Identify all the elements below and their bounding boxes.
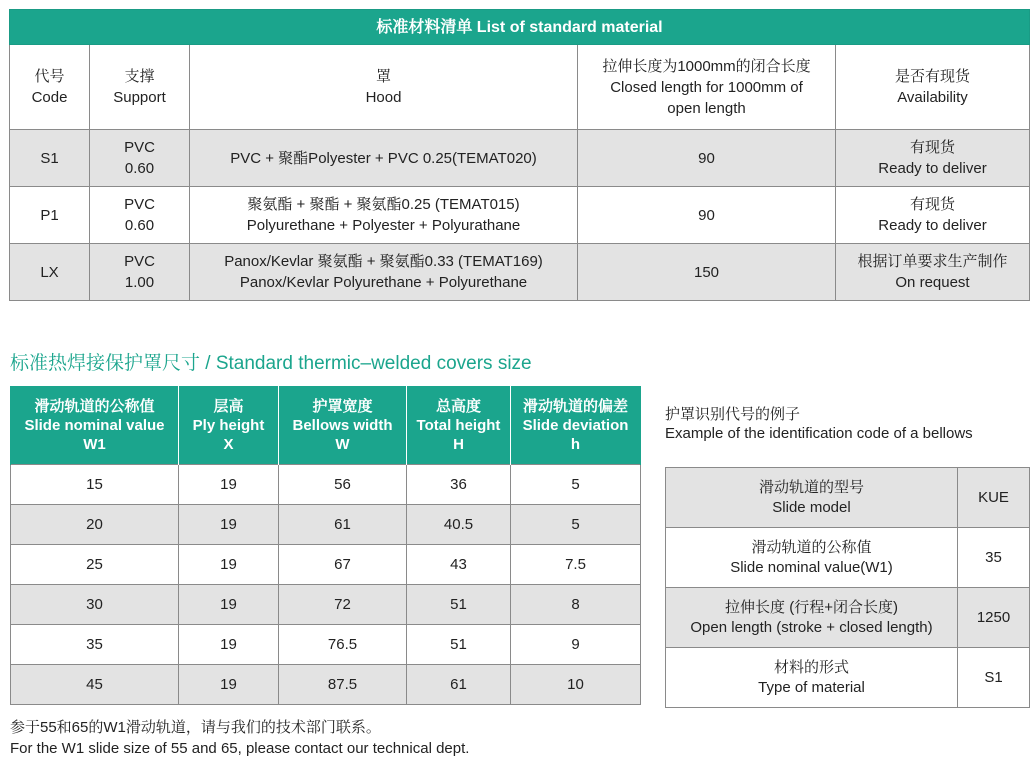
table-cell: 19 bbox=[179, 665, 279, 705]
header-total-height: 总高度 Total height H bbox=[407, 386, 511, 465]
table-cell: 5 bbox=[511, 505, 641, 545]
header-availability: 是否有现货 Availability bbox=[836, 45, 1030, 130]
standard-material-table bbox=[9, 9, 1030, 301]
table-cell: 67 bbox=[279, 545, 407, 585]
header-hood: 罩 Hood bbox=[190, 45, 578, 130]
table-cell: 36 bbox=[407, 465, 511, 505]
table-cell: 30 bbox=[11, 585, 179, 625]
header-slide-nominal: 滑动轨道的公称值 Slide nominal value W1 bbox=[11, 386, 179, 465]
table-cell: 72 bbox=[279, 585, 407, 625]
footnote bbox=[10, 717, 469, 759]
table-row bbox=[11, 585, 641, 625]
hood-cell: 聚氨酯 + 聚酯 + 聚氨酯0.25 (TEMAT015) Polyurethane + Polyester + Polyurathane bbox=[190, 187, 578, 244]
material-table-title: 标准材料清单 List of standard material bbox=[10, 10, 1030, 45]
table-cell: 51 bbox=[407, 625, 511, 665]
support-cell: PVC 1.00 bbox=[90, 244, 190, 301]
code-cell: LX bbox=[10, 244, 90, 301]
table-cell: 7.5 bbox=[511, 545, 641, 585]
availability-cell: 有现货 Ready to deliver bbox=[836, 187, 1030, 244]
covers-size-table bbox=[10, 386, 641, 705]
table-row bbox=[11, 465, 641, 505]
closed-length-cell: 150 bbox=[578, 244, 836, 301]
header-ply-height: 层高 Ply height X bbox=[179, 386, 279, 465]
table-cell: 15 bbox=[11, 465, 179, 505]
value-cell: 1250 bbox=[958, 588, 1030, 648]
table-row bbox=[11, 665, 641, 705]
footnote-en: For the W1 slide size of 55 and 65, please contact our technical dept. bbox=[10, 740, 470, 757]
code-cell: P1 bbox=[10, 187, 90, 244]
table-row bbox=[666, 588, 1030, 648]
table-cell: 19 bbox=[179, 585, 279, 625]
table-cell: 45 bbox=[11, 665, 179, 705]
header-slide-deviation: 滑动轨道的偏差 Slide deviation h bbox=[511, 386, 641, 465]
table-cell: 19 bbox=[179, 505, 279, 545]
hood-cell: PVC + 聚酯Polyester + PVC 0.25(TEMAT020) bbox=[190, 130, 578, 187]
table-cell: 10 bbox=[511, 665, 641, 705]
header-closed-length: 拉伸长度为1000mm的闭合长度 Closed length for 1000mm of open length bbox=[578, 45, 836, 130]
covers-section-title: 标准热焊接保护罩尺寸 / Standard thermic–welded covers size bbox=[10, 353, 532, 374]
table-row bbox=[11, 545, 641, 585]
identification-code-table bbox=[665, 467, 1030, 708]
table-row bbox=[666, 648, 1030, 708]
value-cell: 35 bbox=[958, 528, 1030, 588]
material-table-header bbox=[10, 45, 1030, 130]
code-cell: S1 bbox=[10, 130, 90, 187]
header-bellows-width: 护罩宽度 Bellows width W bbox=[279, 386, 407, 465]
header-code: 代号 Code bbox=[10, 45, 90, 130]
table-cell: 35 bbox=[11, 625, 179, 665]
table-cell: 19 bbox=[179, 465, 279, 505]
example-title bbox=[665, 405, 973, 443]
table-cell: 61 bbox=[407, 665, 511, 705]
table-cell: 19 bbox=[179, 625, 279, 665]
table-cell: 51 bbox=[407, 585, 511, 625]
covers-table-header bbox=[11, 386, 641, 465]
footnote-zh: 参于55和65的W1滑动轨道，请与我们的技术部门联系。 bbox=[10, 719, 381, 736]
table-row bbox=[10, 244, 1030, 301]
support-cell: PVC 0.60 bbox=[90, 187, 190, 244]
header-support: 支撑 Support bbox=[90, 45, 190, 130]
availability-cell: 根据订单要求生产制作 On request bbox=[836, 244, 1030, 301]
table-cell: 5 bbox=[511, 465, 641, 505]
closed-length-cell: 90 bbox=[578, 187, 836, 244]
table-cell: 19 bbox=[179, 545, 279, 585]
label-cell: 滑动轨道的型号 Slide model bbox=[666, 468, 958, 528]
support-cell: PVC 0.60 bbox=[90, 130, 190, 187]
availability-cell: 有现货 Ready to deliver bbox=[836, 130, 1030, 187]
value-cell: KUE bbox=[958, 468, 1030, 528]
table-cell: 76.5 bbox=[279, 625, 407, 665]
table-cell: 8 bbox=[511, 585, 641, 625]
closed-length-cell: 90 bbox=[578, 130, 836, 187]
table-cell: 9 bbox=[511, 625, 641, 665]
label-cell: 拉伸长度 (行程+闭合长度) Open length (stroke + closed length) bbox=[666, 588, 958, 648]
table-cell: 61 bbox=[279, 505, 407, 545]
table-cell: 40.5 bbox=[407, 505, 511, 545]
table-row bbox=[10, 187, 1030, 244]
table-cell: 20 bbox=[11, 505, 179, 545]
table-row bbox=[11, 505, 641, 545]
table-cell: 25 bbox=[11, 545, 179, 585]
table-row bbox=[666, 528, 1030, 588]
table-cell: 43 bbox=[407, 545, 511, 585]
example-title-en: Example of the identification code of a bellows bbox=[665, 425, 973, 442]
table-row bbox=[666, 468, 1030, 528]
table-row bbox=[11, 625, 641, 665]
table-cell: 87.5 bbox=[279, 665, 407, 705]
value-cell: S1 bbox=[958, 648, 1030, 708]
label-cell: 滑动轨道的公称值 Slide nominal value(W1) bbox=[666, 528, 958, 588]
table-row bbox=[10, 130, 1030, 187]
example-title-zh: 护罩识别代号的例子 bbox=[665, 406, 801, 423]
hood-cell: Panox/Kevlar 聚氨酯 + 聚氨酯0.33 (TEMAT169) Panox/Kevlar Polyurethane + Polyurethane bbox=[190, 244, 578, 301]
table-cell: 56 bbox=[279, 465, 407, 505]
label-cell: 材料的形式 Type of material bbox=[666, 648, 958, 708]
